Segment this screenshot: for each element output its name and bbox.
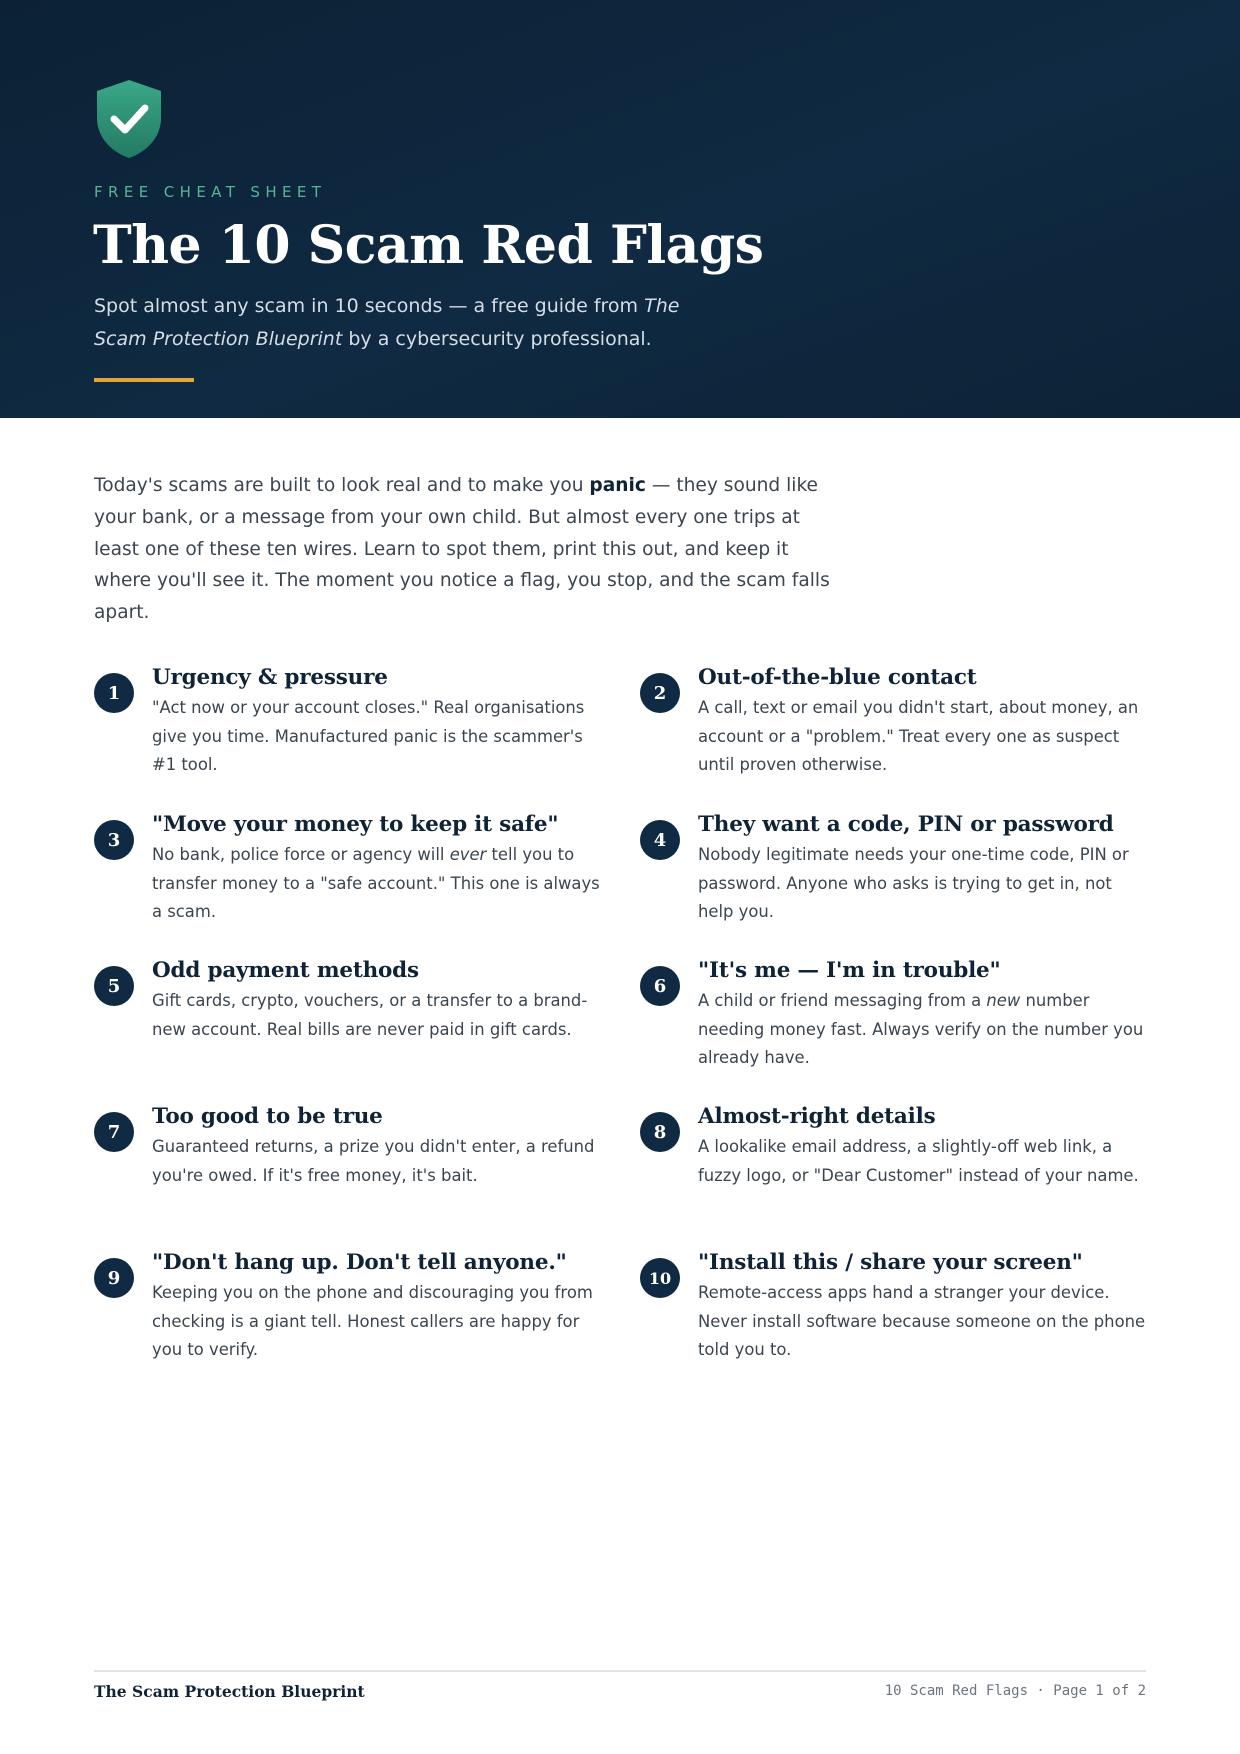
header-banner: [0, 0, 1240, 418]
flag-title: Too good to be true: [152, 1104, 383, 1129]
intro-paragraph: Today's scams are built to look real and to make you panic — they sound like your bank, or a message from your own child. But almost every one trips at least one of these ten wires. Learn to spot them, print this out, and keep it where you'll see it. The moment you notice a flag, you stop, and the scam falls apart.: [94, 475, 830, 624]
flag-title: Odd payment methods: [152, 958, 419, 983]
eyebrow-label: FREE CHEAT SHEET: [94, 183, 327, 201]
book-title: The Scam Protection Blueprint: [94, 295, 680, 350]
flag-number-badge: 7: [94, 1112, 134, 1152]
flag-description: A child or friend messaging from a new number needing money fast. Always verify on the number you already have.: [698, 991, 1144, 1067]
flag-title: "Don't hang up. Don't tell anyone.": [152, 1250, 567, 1275]
flag-title: "Move your money to keep it safe": [152, 812, 559, 837]
flag-title: "Install this / share your screen": [698, 1250, 1083, 1275]
flag-description: Guaranteed returns, a prize you didn't enter, a refund you're owed. If it's free money, it's bait.: [152, 1137, 595, 1185]
flag-number-badge: 3: [94, 820, 134, 860]
flag-number-badge: 2: [640, 673, 680, 713]
shield-check-icon: [94, 78, 164, 160]
page-subtitle: Spot almost any scam in 10 seconds — a free guide from The Scam Protection Blueprint by a cybersecurity professional.: [94, 295, 680, 350]
footer-divider: [94, 1670, 1146, 1672]
flag-description: A call, text or email you didn't start, about money, an account or a "problem." Treat every one as suspect until proven otherwise.: [698, 698, 1139, 774]
footer-brand: The Scam Protection Blueprint: [94, 1682, 365, 1701]
flag-title: They want a code, PIN or password: [698, 812, 1114, 837]
flag-number-badge: 6: [640, 966, 680, 1006]
flag-title: Urgency & pressure: [152, 665, 388, 690]
flag-number-badge: 8: [640, 1112, 680, 1152]
flag-title: Almost-right details: [698, 1104, 936, 1129]
flag-number-badge: 4: [640, 820, 680, 860]
footer-page-info: 10 Scam Red Flags · Page 1 of 2: [884, 1683, 1146, 1699]
flag-number-badge: 9: [94, 1258, 134, 1298]
flag-description: Keeping you on the phone and discouraging you from checking is a giant tell. Honest callers are happy for you to verify.: [152, 1283, 593, 1359]
flag-title: "It's me — I'm in trouble": [698, 958, 1001, 983]
flag-description: "Act now or your account closes." Real organisations give you time. Manufactured panic is the scammer's #1 tool.: [152, 698, 585, 774]
intro-emphasis: panic: [589, 475, 646, 496]
flag-description: No bank, police force or agency will ever tell you to transfer money to a "safe account." This one is always a scam.: [152, 845, 600, 921]
flag-number-badge: 5: [94, 966, 134, 1006]
accent-rule: [94, 378, 194, 382]
flag-description: A lookalike email address, a slightly-off web link, a fuzzy logo, or "Dear Customer" instead of your name.: [698, 1137, 1139, 1185]
flag-title: Out-of-the-blue contact: [698, 665, 977, 690]
flag-number-badge: 1: [94, 673, 134, 713]
flag-description: Nobody legitimate needs your one-time code, PIN or password. Anyone who asks is trying to get in, not help you.: [698, 845, 1129, 921]
page-title: The 10 Scam Red Flags: [93, 215, 764, 276]
flag-description: Gift cards, crypto, vouchers, or a transfer to a brand-new account. Real bills are never paid in gift cards.: [152, 991, 588, 1039]
flag-description: Remote-access apps hand a stranger your device. Never install software because someone on the phone told you to.: [698, 1283, 1146, 1359]
flag-number-badge: 10: [640, 1258, 680, 1298]
